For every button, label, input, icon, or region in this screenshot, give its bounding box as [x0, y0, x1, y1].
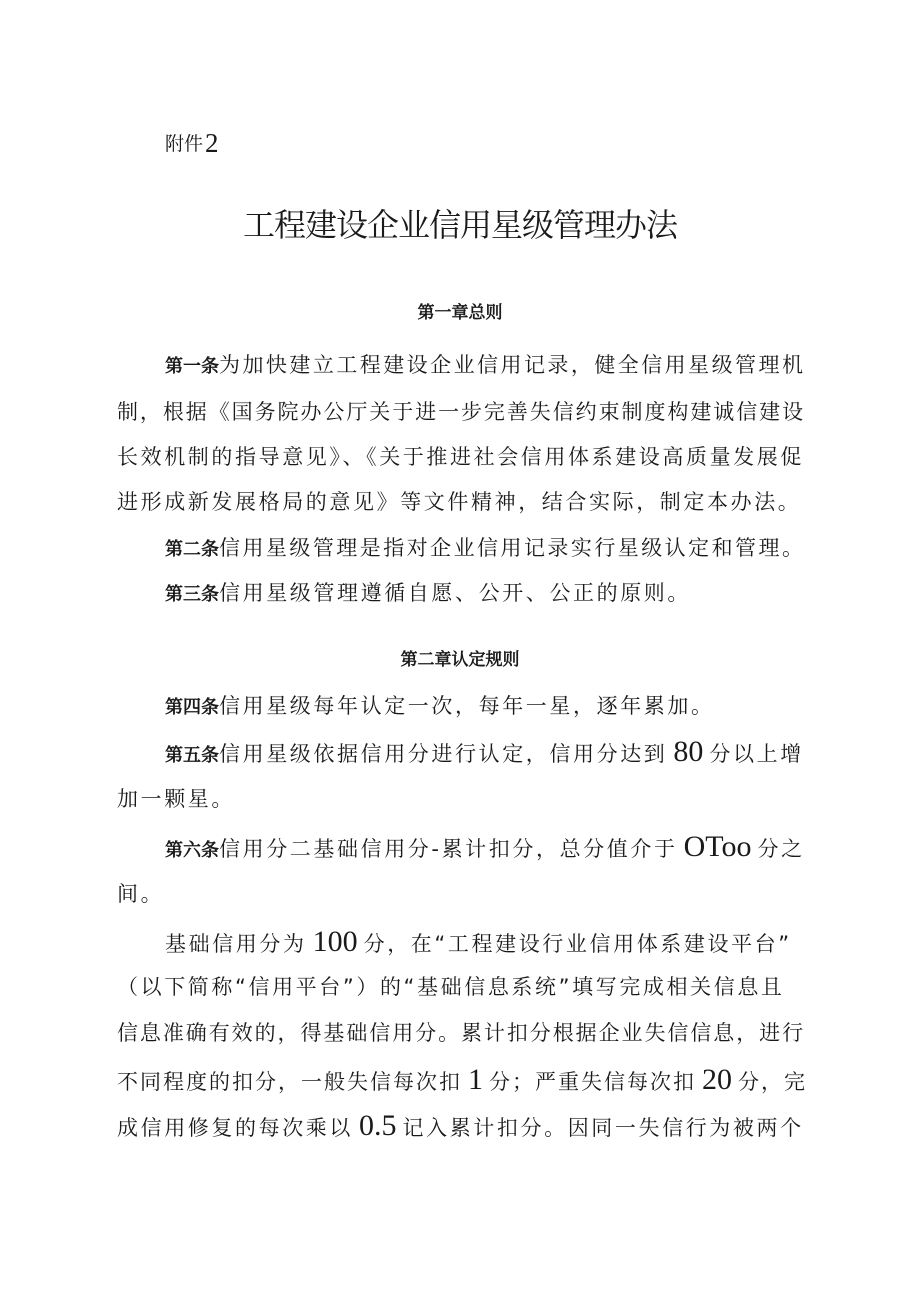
- article-6-range: OToo: [683, 830, 752, 863]
- article-6-line-1: [165, 830, 805, 864]
- attachment-text: 附件: [165, 133, 204, 155]
- paragraph-line-4: [117, 1063, 807, 1097]
- article-5-line-2: 加一颗星。: [117, 787, 235, 811]
- repair-multiplier-number: 0.5: [359, 1109, 397, 1142]
- general-deduction-number: 1: [468, 1063, 483, 1096]
- document-title: 工程建设企业信用星级管理办法: [242, 206, 677, 244]
- paragraph-1-post: 分，在“工程建设行业信用体系建设平台”: [363, 932, 792, 956]
- article-1-line-2: 制，根据《国务院办公厅关于进一步完善失信约束制度构建诚信建设: [117, 400, 805, 424]
- article-4: [165, 690, 715, 720]
- article-5-text-pre: 信用星级依据信用分进行认定，信用分达到: [219, 742, 668, 766]
- article-5-line-1: [165, 735, 804, 769]
- article-5-threshold: 80: [673, 735, 704, 768]
- article-6-text-post: 分之: [757, 837, 805, 861]
- paragraph-5-post: 记入累计扣分。因同一失信行为被两个: [402, 1116, 804, 1140]
- paragraph-line-1: [165, 925, 792, 959]
- paragraph-1-pre: 基础信用分为: [165, 932, 307, 956]
- article-4-text: 信用星级每年认定一次，每年一星，逐年累加。: [219, 694, 715, 718]
- chapter-one-heading: 第一章总则: [417, 303, 503, 323]
- article-1-line-1: [165, 349, 805, 379]
- paragraph-line-5: [117, 1109, 804, 1143]
- paragraph-line-2: （以下简称“信用平台”）的“基础信息系统”填写完成相关信息且: [117, 975, 785, 999]
- article-2-text: 信用星级管理是指对企业信用记录实行星级认定和管理。: [219, 536, 806, 560]
- attachment-number: 2: [205, 128, 219, 158]
- article-1-line-4: 进形成新发展格局的意见》等文件精神，结合实际，制定本办法。: [117, 490, 802, 514]
- article-3-text: 信用星级管理遵循自愿、公开、公正的原则。: [219, 581, 691, 605]
- article-3-label: 第三条: [165, 584, 219, 605]
- article-4-label: 第四条: [165, 697, 219, 718]
- base-score-number: 100: [312, 925, 358, 958]
- paragraph-4-mid: 分；严重失信每次扣: [489, 1070, 696, 1094]
- article-5-label: 第五条: [165, 745, 219, 766]
- article-1-text-1: 为加快建立工程建设企业信用记录，健全信用星级管理机: [219, 353, 806, 377]
- article-1-line-3: 长效机制的指导意见》、《关于推进社会信用体系建设高质量发展促: [117, 445, 804, 469]
- article-5-text-post: 分以上增: [709, 742, 804, 766]
- paragraph-5-pre: 成信用修复的每次乘以: [117, 1116, 353, 1140]
- serious-deduction-number: 20: [702, 1063, 732, 1096]
- article-3: [165, 577, 691, 607]
- paragraph-line-3: 信息准确有效的，得基础信用分。累计扣分根据企业失信信息，进行: [117, 1021, 805, 1045]
- article-6-text-pre: 信用分二基础信用分-累计扣分，总分值介于: [219, 837, 678, 861]
- chapter-two-heading: 第二章认定规则: [400, 650, 520, 670]
- article-6-line-2: 间。: [117, 882, 165, 906]
- article-2: [165, 532, 805, 562]
- article-1-label: 第一条: [165, 356, 219, 377]
- article-2-label: 第二条: [165, 539, 219, 560]
- attachment-label: [165, 126, 219, 157]
- paragraph-4-post: 分，完: [738, 1070, 807, 1094]
- article-6-label: 第六条: [165, 840, 219, 861]
- paragraph-4-pre: 不同程度的扣分，一般失信每次扣: [117, 1070, 462, 1094]
